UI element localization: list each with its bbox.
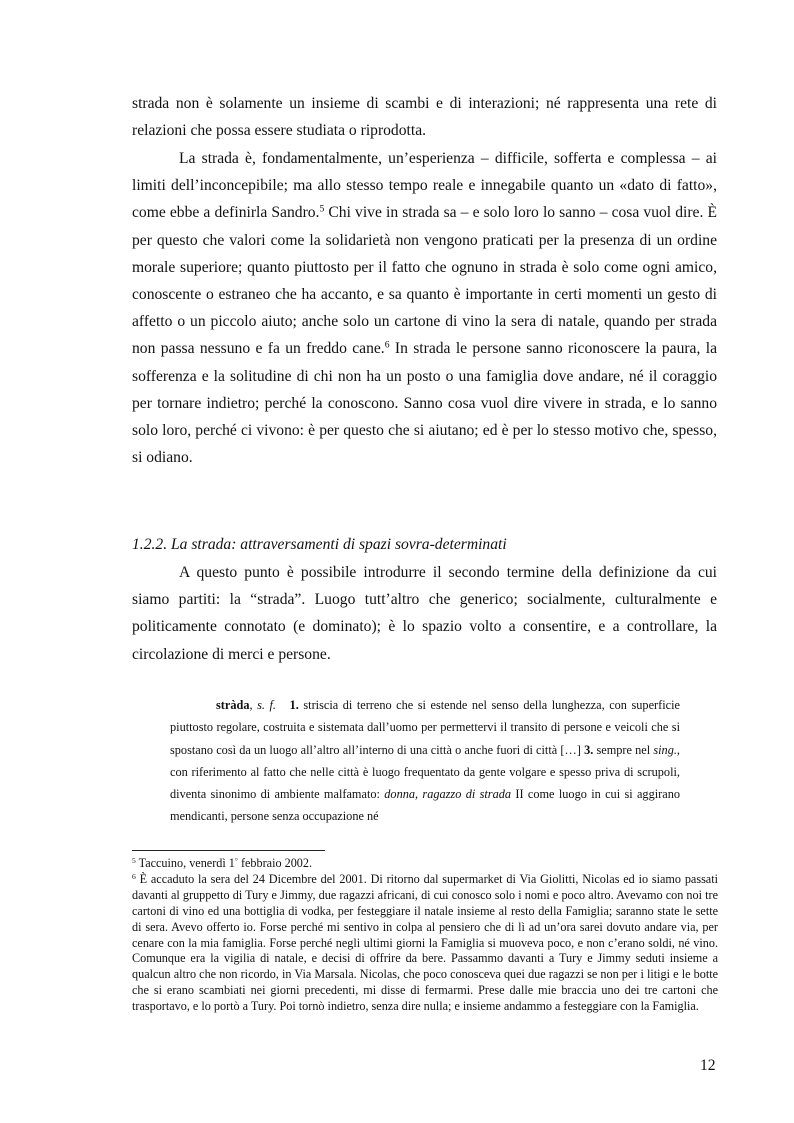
footnote-6 [132, 872, 718, 1015]
paragraph-text: In strada le persone sanno riconoscere la paura, la sofferenza e la solitudine di chi non ha un posto o una famiglia dove andare, né il coraggio per tornare indietro; perché la conoscono. Sanno cosa vuol dire vivere in strada, e lo sanno solo loro, perché ci vivono: è per questo che si aiutano; ed è per lo stesso motivo che, spesso, si odiano. [132, 340, 717, 467]
paragraph-text: La strada è, fondamentalmente, un’esperienza – difficile, sofferta e complessa – ai limiti dell’inconcepibile; ma allo stesso tempo reale e innegabile quanto un «dato di fatto», come ebbe a definirla Sandro. [132, 150, 717, 222]
quote-examples: donna, ragazzo di strada [384, 787, 512, 802]
section-heading: 1.2.2. La strada: attraversamenti di spazi sovra-determinati [132, 536, 507, 553]
footnotes [132, 856, 718, 1015]
paragraph-text: strada non è solamente un insieme di scambi e di interazioni; né rappresenta una rete di relazioni che possa essere studiata o riprodotta. [132, 95, 717, 140]
footnote-5-text: Taccuino, venerdì 1 [135, 856, 235, 870]
footnote-6-text: È accaduto la sera del 24 Dicembre del 2001. Di ritorno dal supermarket di Via Giolitti, Nicolas ed io siamo passati davanti al gruppetto di Tury e Jimmy, due ragazzi africani, di cui conosco solo i nomi e poco altro. Avevamo con noi tre cartoni di vino ed una bottiglia di vodka, per festeggiare il natale insieme al resto della Famiglia; saranno state le sette di sera. Avevo offerto io. Forse perché mi sentivo in colpa al pensiero che di lì ad un’ora sarei dovuto andare via, per cenare con la mia famiglia. Forse perché negli ultimi giorni la Famiglia si muoveva poco, e non c’erano soldi, né vino. Comunque era la vigilia di natale, e decisi di offrire da bere. Passammo davanti a Tury e Jimmy seduti insieme a qualcun altro che non ricordo, in Via Marsala. Nicolas, che poco conosceva quei due ragazzi se non per i litigi e le botte che si erano scambiati nei giorni precedenti, mi disse di fermarmi. Prese dalle mie braccia uno dei tre cartoni che trasportavo, e lo portò a Tury. Poi tornò indietro, senza dire nulla; e insieme andammo a festeggiare con la Famiglia. [132, 871, 718, 1014]
paragraph-text: Chi vive in strada sa – e solo loro lo sanno – cosa vuol dire. È per questo che valori come la solidarietà non vengono praticati per la presenza di un ordine morale superiore; quanto piuttosto per il fatto che ognuno in strada è solo come ogni amico, conoscente o estraneo che ha accanto, e sa quanto è importante in certi momenti un gesto di affetto o un piccolo aiuto; anche solo un cartone di vino la sera di natale, quando per strada non passa nessuno e fa un freddo cane. [132, 204, 718, 358]
quote-sense-3-number: 3. [584, 742, 594, 757]
quote-separator: II [511, 787, 528, 802]
paragraph-continuation [132, 90, 717, 144]
footnote-5-text-end: febbraio 2002. [237, 856, 313, 870]
quote-sense-last: come luogo in cui si aggirano mendicanti, persone senza occupazione né [170, 787, 680, 824]
footnote-ref-5: 5 [319, 204, 325, 216]
paragraph-text: A questo punto è possibile introdurre il secondo termine della definizione da cui siamo partiti: la “strada”. Luogo tutt’altro che generico; socialmente, culturalmente e politicamente connotato (e dominato); è lo spazio volto a consentire, e a controllare, la circolazione di merci e persone. [132, 564, 717, 663]
paragraph-street-experience [132, 145, 717, 471]
quote-headword: stràda [216, 698, 250, 712]
quote-sense-3-b: , con riferimento al fatto che nelle città è luogo frequentato da gente volgare e spesso priva di scrupoli, diventa sinonimo di ambiente malfamato: [170, 742, 680, 802]
paragraph-street-definition [132, 559, 717, 668]
footnote-5-number: 5 [132, 855, 136, 865]
footnote-rule [132, 850, 325, 851]
quote-sense-3-a: sempre nel [593, 742, 654, 757]
page-number: 12 [700, 1057, 716, 1074]
footnote-5 [132, 856, 718, 872]
dictionary-quote: stràda, s. f. 1. striscia di terreno che si estende nel senso della lunghezza, con superficie piuttosto regolare, costruita e sistemata dall’uomo per permettervi il transito di persone e veicoli che si spostano così da un luogo all’altro all’interno di una città o anche fuori di città […] 3. sempre nel sing., con riferimento al fatto che nelle città è luogo frequentato da gente volgare e spesso priva di scrupoli, diventa sinonimo di ambiente malfamato: donna, ragazzo di strada II come luogo in cui si aggirano mendicanti, persone senza occupazione né [170, 698, 680, 824]
footnote-5-degree: ° [234, 855, 238, 865]
quote-sense-3-sing: sing. [653, 742, 677, 757]
footnote-6-number: 6 [132, 871, 136, 881]
quote-sense-1-number: 1. [289, 698, 299, 712]
quote-pos: s. f. [257, 698, 276, 712]
footnote-ref-6: 6 [384, 340, 390, 352]
quote-sense-1: striscia di terreno che si estende nel senso della lunghezza, con superficie piuttosto regolare, costruita e sistemata dall’uomo per permettervi il transito di persone e veicoli che si spostano così da un luogo all’altro all’interno di una città o anche fuori di città […] [170, 698, 680, 757]
